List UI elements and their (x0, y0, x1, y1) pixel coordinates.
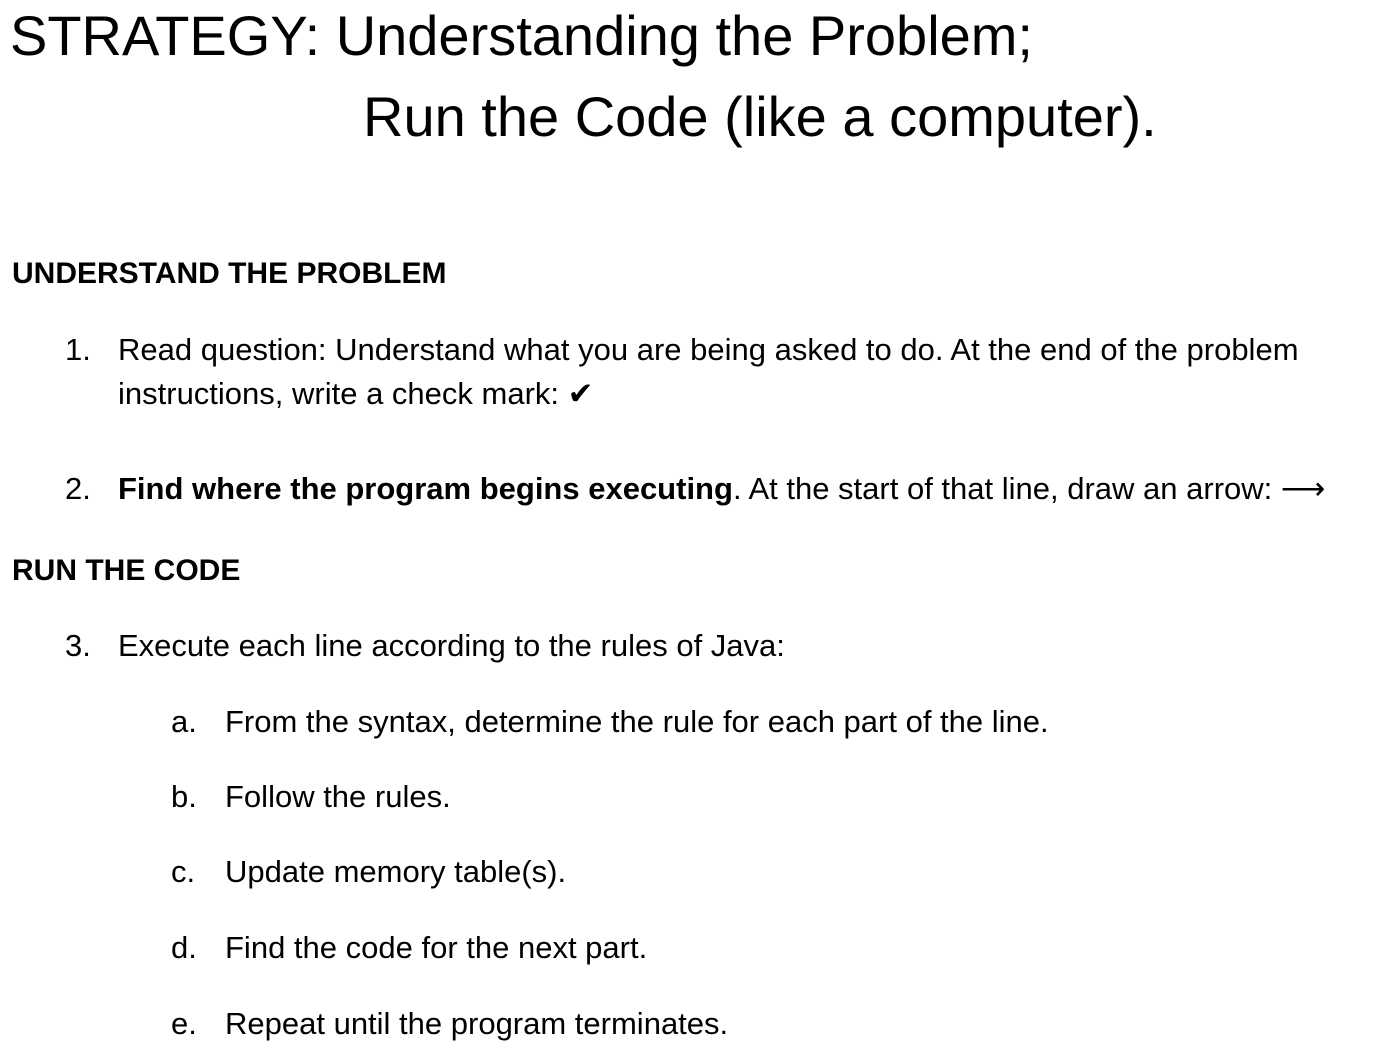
list-item-2-bold: Find where the program begins executing (118, 471, 733, 506)
section-heading-run: RUN THE CODE (12, 554, 241, 587)
subitem-a-letter: a. (171, 704, 197, 739)
subitem-a: From the syntax, determine the rule for each part of the line. (225, 704, 1049, 739)
list-item-2-rest: . At the start of that line, draw an arrow: ⟶ (732, 471, 1326, 506)
list-item-1-number: 1. (65, 332, 91, 367)
list-item-2-number: 2. (65, 471, 91, 506)
page-title-line-2: Run the Code (like a computer). (363, 85, 1157, 148)
subitem-b-letter: b. (171, 779, 197, 814)
subitem-d: Find the code for the next part. (225, 930, 648, 965)
list-item-1-line-2: instructions, write a check mark: ✔ (118, 376, 594, 411)
list-item-3-number: 3. (65, 628, 91, 663)
list-item-2 (118, 473, 1325, 504)
subitem-b: Follow the rules. (225, 779, 451, 814)
subitem-c-letter: c. (171, 854, 196, 889)
list-item-1-line-1: Read question: Understand what you are being asked to do. At the end of the problem (118, 332, 1299, 367)
page-title-line-1: STRATEGY: Understanding the Problem; (10, 4, 1033, 67)
subitem-e: Repeat until the program terminates. (225, 1006, 729, 1041)
subitem-c: Update memory table(s). (225, 854, 567, 889)
section-heading-understand: UNDERSTAND THE PROBLEM (12, 257, 447, 290)
list-item-3: Execute each line according to the rules of Java: (118, 628, 785, 663)
subitem-e-letter: e. (171, 1006, 197, 1041)
subitem-d-letter: d. (171, 930, 197, 965)
